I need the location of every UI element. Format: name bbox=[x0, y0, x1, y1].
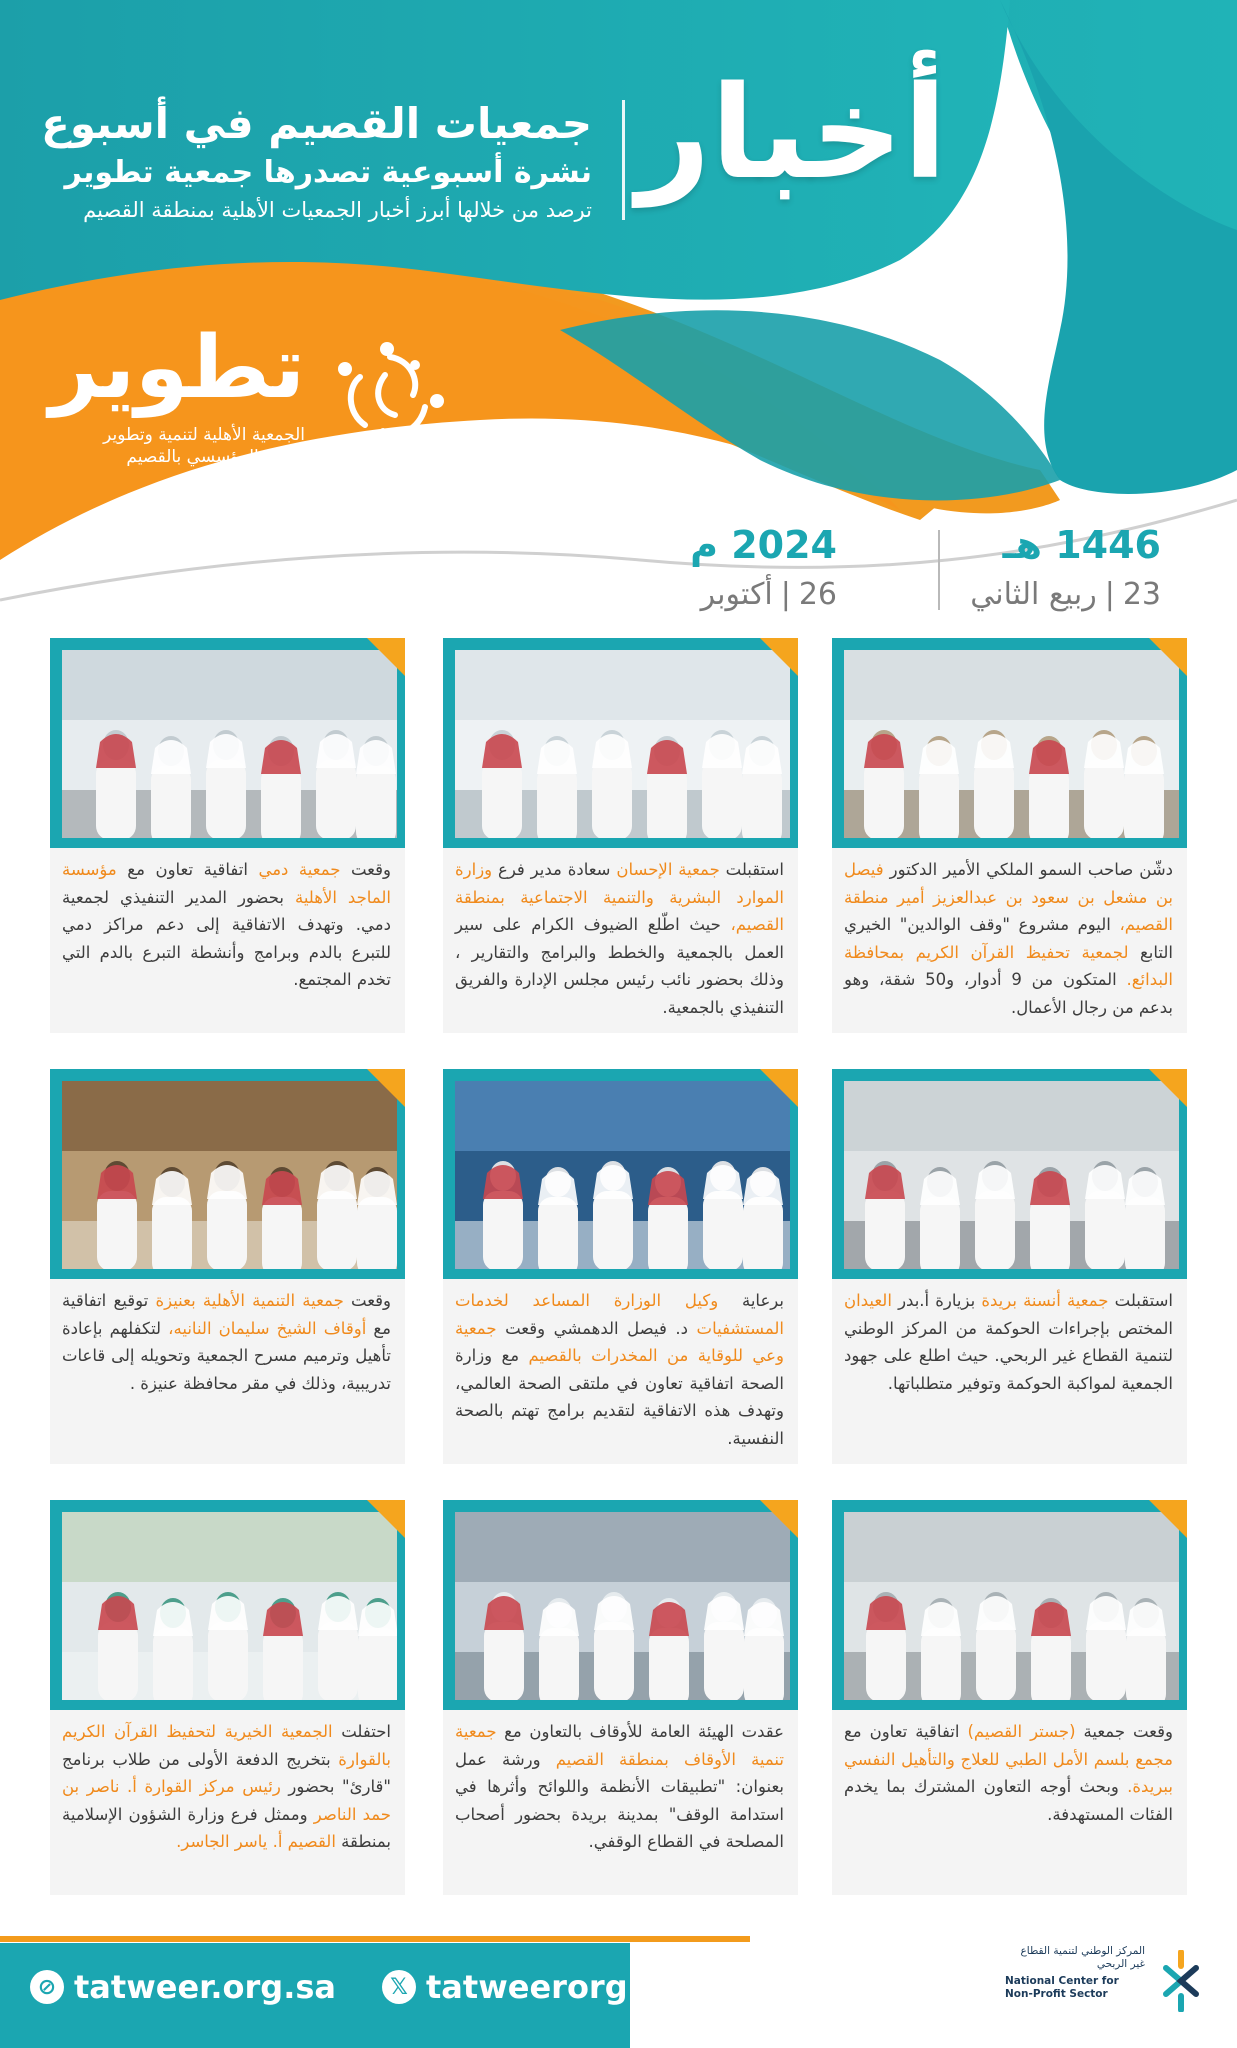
news-photo-frame bbox=[50, 1500, 405, 1710]
news-photo-frame bbox=[50, 1069, 405, 1279]
news-text-segment: المختص بإجراءات الحوكمة من المركز الوطني لتنمية القطاع غير الربحي. حيث اطلع على جهود الجمعية لمواكبة الحوكمة وتوفير متطلباتها. bbox=[844, 1318, 1173, 1393]
ncnp-mark-icon bbox=[1152, 1950, 1210, 2012]
news-text-segment: استقبلت bbox=[719, 860, 785, 879]
news-text-segment: حيث اطّلع الضيوف الكرام على سير العمل بالجمعية والخطط والبرامج والتقارير ، وذلك بحضور نائب رئيس مجلس الإدارة والفريق التنفيذي بالجمعية. bbox=[455, 915, 784, 1017]
news-text-segment: سعادة مدير فرع bbox=[492, 860, 617, 879]
tatweer-logo bbox=[49, 318, 455, 475]
news-photo-frame bbox=[443, 638, 798, 848]
news-photo-frame bbox=[832, 1069, 1187, 1279]
news-highlight: القصيم أ. ياسر الجاسر. bbox=[176, 1832, 336, 1851]
hijri-date: 1446 هـ 23|ربيع الثاني bbox=[901, 525, 1161, 612]
news-highlight: مجمع بلسم الأمل الطبي للعلاج والتأهيل النفسي ببريدة. bbox=[844, 1749, 1173, 1796]
news-highlight: الجمعية الخيرية لتحفيظ القرآن الكريم بالقوارة bbox=[62, 1722, 391, 1769]
news-photo bbox=[455, 1081, 790, 1269]
news-text-segment: بزيارة أ.بدر bbox=[891, 1291, 982, 1310]
website-url: tatweer.org.sa bbox=[74, 1968, 336, 2006]
news-highlight: مؤسسة الماجد الأهلية bbox=[62, 860, 391, 907]
news-text-segment: بتخريج الدفعة الأولى من طلاب برنامج "قارئ" بحضور bbox=[62, 1749, 391, 1796]
header-divider bbox=[622, 100, 625, 220]
card-corner-fold bbox=[760, 1069, 798, 1107]
news-text-segment: لتكفلهم بإعادة تأهيل وترميم مسرح الجمعية وتحويله إلى قاعات تدريبية، وذلك في مقر محافظة عنيزة . bbox=[62, 1318, 391, 1393]
news-text bbox=[844, 1287, 1173, 1397]
news-text bbox=[455, 1718, 784, 1856]
news-text-segment: وبحث أوجه التعاون المشترك بما يخدم الفئات المستهدفة. bbox=[844, 1777, 1173, 1824]
news-text bbox=[62, 1718, 391, 1856]
news-photo bbox=[844, 650, 1179, 838]
logo-wordmark: تطوير bbox=[49, 318, 305, 418]
news-card bbox=[50, 638, 405, 1033]
news-highlight: العيدان bbox=[844, 1291, 892, 1310]
news-text bbox=[844, 856, 1173, 1021]
news-photo-frame bbox=[50, 638, 405, 848]
news-text-segment: استقبلت bbox=[1108, 1291, 1174, 1310]
news-highlight: وكيل الوزارة المساعد لخدمات المستشفيات bbox=[455, 1291, 784, 1338]
news-photo-frame bbox=[832, 638, 1187, 848]
news-text bbox=[455, 1287, 784, 1452]
gregorian-day: 26 bbox=[798, 576, 837, 612]
social-handle: tatweerorg bbox=[426, 1968, 628, 2006]
news-highlight: جمعية الإحسان bbox=[616, 860, 720, 879]
news-card bbox=[50, 1069, 405, 1464]
news-text-segment: وقعت جمعية bbox=[1075, 1722, 1173, 1741]
news-card bbox=[443, 1069, 798, 1464]
news-text-segment: عقدت الهيئة العامة للأوقاف بالتعاون مع bbox=[496, 1722, 784, 1741]
card-corner-fold bbox=[367, 1069, 405, 1107]
news-photo bbox=[62, 1512, 397, 1700]
news-highlight: وزارة الموارد البشرية والتنمية الاجتماعية بمنطقة القصيم، bbox=[455, 860, 784, 934]
card-corner-fold bbox=[760, 638, 798, 676]
card-corner-fold bbox=[367, 1500, 405, 1538]
news-text-segment: مع وزارة الصحة اتفاقية تعاون في ملتقى الصحة العالمي، وتهدف هذه الاتفاقية لتقديم برامج تهتم بالصحة النفسية. bbox=[455, 1346, 784, 1448]
news-card bbox=[832, 1500, 1187, 1895]
news-text bbox=[62, 1287, 391, 1397]
news-text bbox=[844, 1718, 1173, 1828]
hijri-month: ربيع الثاني bbox=[970, 576, 1097, 612]
news-highlight: جمعية وعي للوقاية من المخدرات بالقصيم bbox=[455, 1318, 784, 1365]
news-highlight: رئيس مركز القوارة أ. ناصر بن حمد الناصر bbox=[62, 1777, 391, 1824]
news-text bbox=[455, 856, 784, 1021]
news-text-segment: د. فيصل الدهمشي وقعت bbox=[496, 1318, 697, 1338]
card-corner-fold bbox=[1149, 1500, 1187, 1538]
hijri-day: 23 bbox=[1122, 576, 1161, 612]
news-highlight: أوقاف الشيخ سليمان النانيه، bbox=[168, 1318, 367, 1338]
x-icon: 𝕏 bbox=[382, 1970, 416, 2004]
news-text-segment: توقيع اتفاقية مع bbox=[62, 1291, 391, 1338]
news-highlight: جمعية أنسنة بريدة bbox=[981, 1291, 1109, 1310]
news-text-segment: وقعت bbox=[340, 860, 392, 879]
logo-subtitle-1: الجمعية الأهلية لتنمية وتطوير bbox=[103, 425, 305, 445]
gregorian-year: 2024 م bbox=[690, 523, 837, 567]
news-photo bbox=[62, 1081, 397, 1269]
news-photo bbox=[844, 1081, 1179, 1269]
newsletter-title: أخبار bbox=[636, 59, 947, 208]
news-card bbox=[50, 1500, 405, 1895]
newsletter-tagline: نشرة أسبوعية تصدرها جمعية تطوير bbox=[64, 155, 592, 190]
card-corner-fold bbox=[1149, 1069, 1187, 1107]
news-text-segment: ورشة عمل بعنوان: "تطبيقات الأنظمة واللوائح وأثرها في استدامة الوقف" بمدينة بريدة بحضور أصحاب المصلحة في القطاع الوقفي. bbox=[455, 1749, 784, 1851]
news-photo-frame bbox=[443, 1500, 798, 1710]
website-link[interactable] bbox=[30, 1968, 336, 2006]
ncnp-arabic-name: المركز الوطني لتنمية القطاع غير الربحي bbox=[1020, 1945, 1145, 1970]
footer-accent-line bbox=[0, 1936, 750, 1942]
news-text-segment: برعاية bbox=[718, 1291, 784, 1310]
news-photo-frame bbox=[832, 1500, 1187, 1710]
news-photo bbox=[455, 650, 790, 838]
hijri-year: 1446 هـ bbox=[1002, 523, 1161, 567]
news-photo-frame bbox=[443, 1069, 798, 1279]
link-icon: ⊘ bbox=[30, 1970, 64, 2004]
news-highlight: فيصل بن مشعل بن سعود بن عبدالعزيز أمير منطقة القصيم، bbox=[844, 860, 1173, 934]
x-social-link[interactable] bbox=[382, 1968, 628, 2006]
news-text-segment: اتفاقية تعاون مع bbox=[844, 1722, 968, 1741]
news-highlight: جمعية دمي bbox=[258, 860, 341, 879]
news-card bbox=[443, 638, 798, 1033]
news-photo bbox=[455, 1512, 790, 1700]
news-text-segment: وقعت bbox=[343, 1291, 392, 1310]
news-text-segment: اليوم مشروع "وقف الوالدين" الخيري التابع bbox=[844, 915, 1173, 962]
card-corner-fold bbox=[367, 638, 405, 676]
news-card bbox=[832, 638, 1187, 1033]
card-corner-fold bbox=[760, 1500, 798, 1538]
news-text-segment: بحضور المدير التنفيذي لجمعية دمي. وتهدف الاتفاقية إلى دعم مراكز دمي للتبرع بالدم وبرامج وأنشطة التبرع بالدم التي تخدم المجتمع. bbox=[62, 887, 391, 989]
gregorian-date: 2024 م 26|أكتوبر bbox=[577, 525, 837, 612]
news-highlight: (جستر القصيم) bbox=[967, 1722, 1076, 1741]
news-text bbox=[62, 856, 391, 994]
card-corner-fold bbox=[1149, 638, 1187, 676]
news-photo bbox=[62, 650, 397, 838]
ncnp-logo bbox=[1005, 1945, 1220, 2025]
gregorian-month: أكتوبر bbox=[700, 576, 773, 612]
newsletter-subtitle: جمعيات القصيم في أسبوع bbox=[41, 99, 592, 148]
news-card bbox=[832, 1069, 1187, 1464]
newsletter-description: ترصد من خلالها أبرز أخبار الجمعيات الأهلية بمنطقة القصيم bbox=[83, 198, 592, 222]
news-text-segment: وممثل فرع وزارة الشؤون الإسلامية بمنطقة bbox=[62, 1804, 391, 1851]
news-highlight: جمعية التنمية الأهلية بعنيزة bbox=[155, 1291, 344, 1310]
news-photo bbox=[844, 1512, 1179, 1700]
news-highlight: جمعية تنمية الأوقاف بمنطقة القصيم bbox=[455, 1722, 784, 1769]
news-card bbox=[443, 1500, 798, 1895]
date-separator bbox=[938, 530, 940, 610]
news-text-segment: اتفاقية تعاون مع bbox=[116, 860, 259, 879]
news-text-segment: دشّن صاحب السمو الملكي الأمير الدكتور bbox=[883, 860, 1173, 879]
tatweer-logo-icon bbox=[325, 335, 455, 465]
news-highlight: لجمعية تحفيظ القرآن الكريم بمحافظة البدائع. bbox=[844, 942, 1173, 989]
logo-subtitle-2: العمل المؤسسي بالقصيم bbox=[126, 447, 305, 467]
ncnp-english-name: National Center for Non-Profit Sector bbox=[1005, 1975, 1119, 2000]
news-text-segment: احتفلت bbox=[332, 1722, 391, 1741]
news-text-segment: المتكون من 9 أدوار، و50 شقة، وهو بدعم من رجال الأعمال. bbox=[844, 970, 1173, 1017]
